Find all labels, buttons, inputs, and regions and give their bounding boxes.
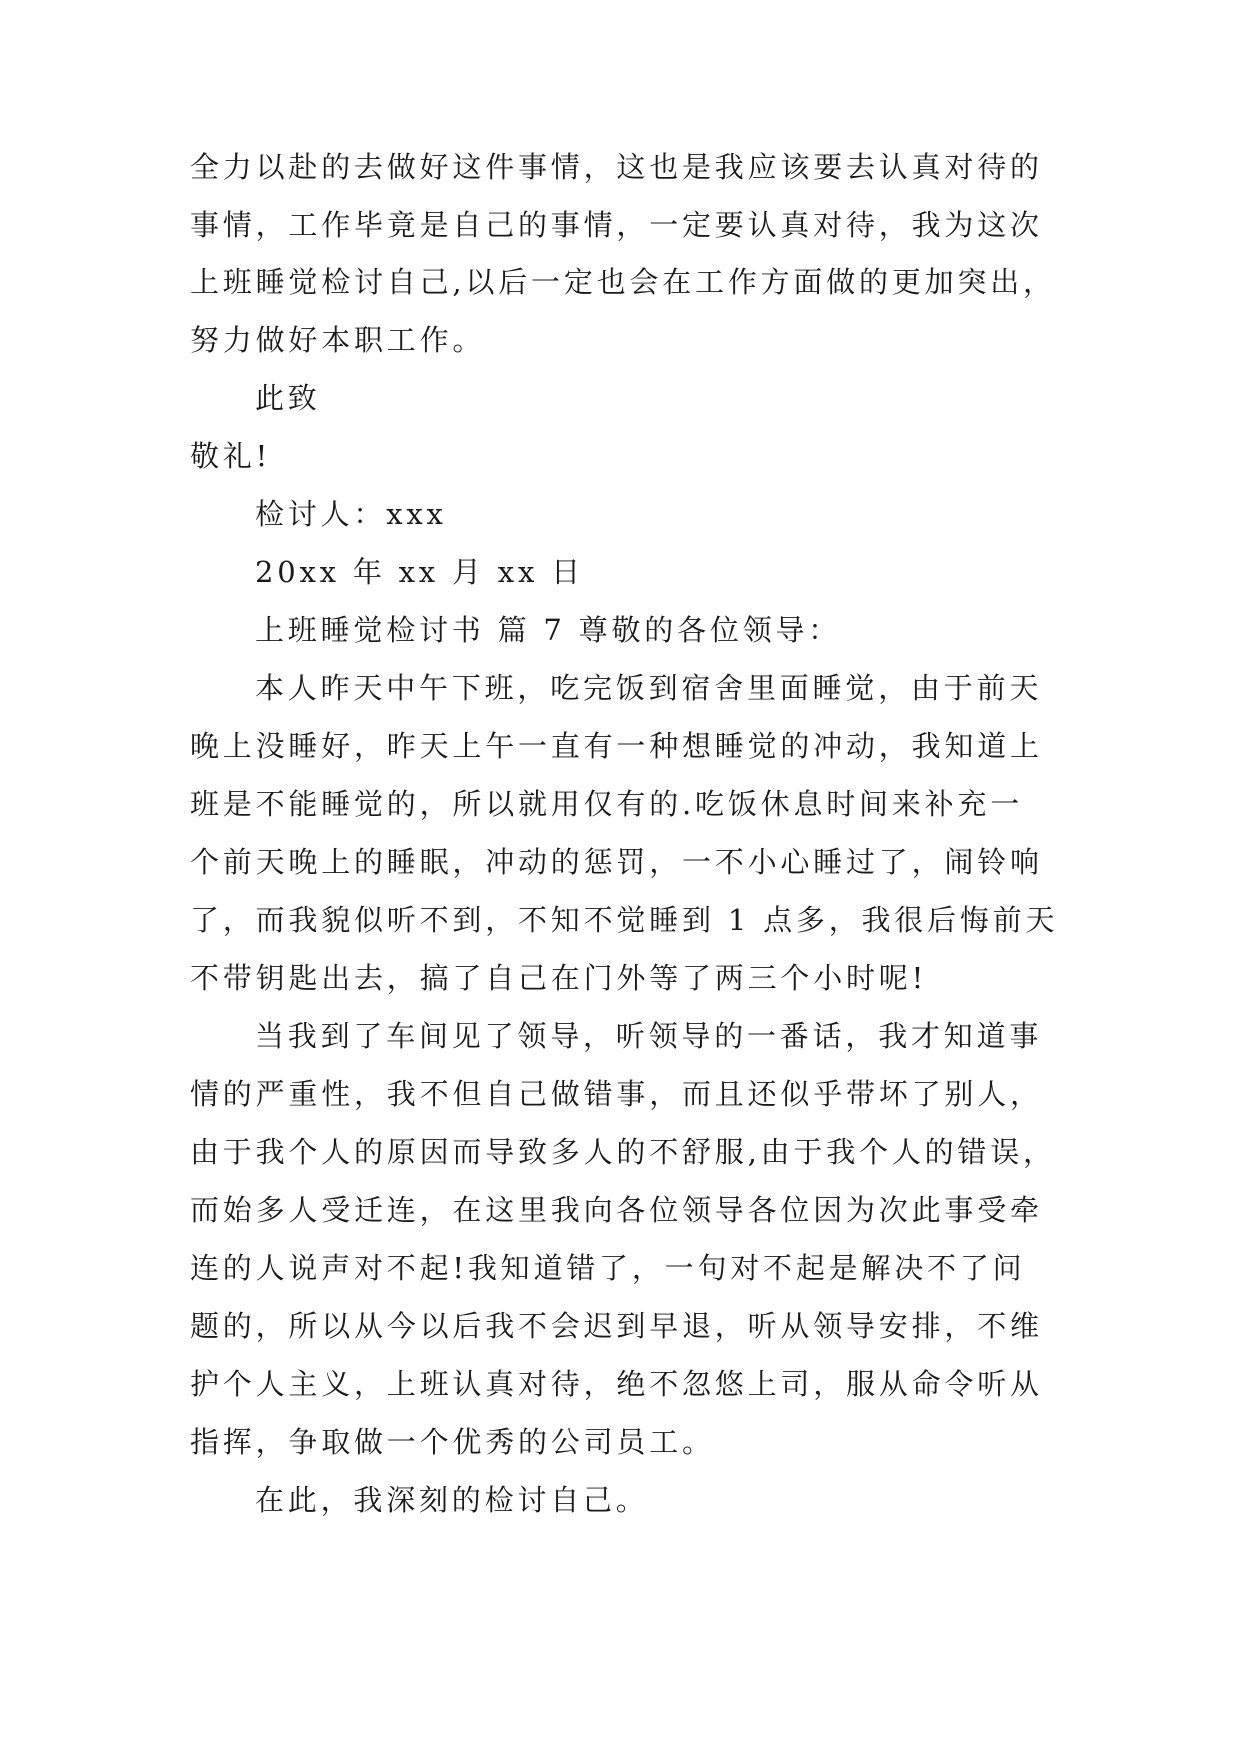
body-text-line: 全力以赴的去做好这件事情，这也是我应该要去认真对待的: [190, 150, 1043, 184]
date-line: 20xx 年 xx 月 xx 日: [255, 555, 584, 589]
body-text-line: 个前天晚上的睡眠，冲动的惩罚，一不小心睡过了，闹铃响: [190, 845, 1043, 879]
body-text-line: 连的人说声对不起!我知道错了，一句对不起是解决不了问: [190, 1251, 1026, 1285]
section-heading: 上班睡觉检讨书 篇 7 尊敬的各位领导：: [255, 613, 842, 647]
body-text-line: 上班睡觉检讨自己,以后一定也会在工作方面做的更加突出，: [190, 265, 1056, 299]
body-text-line: 努力做好本职工作。: [190, 323, 486, 357]
body-text-line: 班是不能睡觉的，所以就用仅有的.吃饭休息时间来补充一: [190, 787, 1024, 821]
body-text-line: 当我到了车间见了领导，听领导的一番话，我才知道事: [255, 1019, 1043, 1053]
body-text-line: 晚上没睡好，昨天上午一直有一种想睡觉的冲动，我知道上: [190, 729, 1043, 763]
body-text-line: 事情，工作毕竟是自己的事情，一定要认真对待，我为这次: [190, 208, 1043, 242]
body-text-line: 情的严重性，我不但自己做错事，而且还似乎带坏了别人，: [190, 1077, 1043, 1111]
body-text-line: 在此，我深刻的检讨自己。: [255, 1483, 649, 1517]
body-text-line: 不带钥匙出去，搞了自己在门外等了两三个小时呢!: [190, 961, 928, 995]
closing-regards: 敬礼!: [190, 439, 272, 473]
body-text-line: 指挥，争取做一个优秀的公司员工。: [190, 1425, 715, 1459]
closing-salutation: 此致: [255, 381, 321, 415]
body-text-line: 而始多人受迁连，在这里我向各位领导各位因为次此事受牵: [190, 1193, 1043, 1227]
body-text-line: 了，而我貌似听不到，不知不觉睡到 1 点多，我很后悔前天: [190, 903, 1059, 937]
body-text-line: 本人昨天中午下班，吃完饭到宿舍里面睡觉，由于前天: [255, 671, 1043, 705]
body-text-line: 题的，所以从今以后我不会迟到早退，听从领导安排，不维: [190, 1309, 1043, 1343]
body-text-line: 护个人主义，上班认真对待，绝不忽悠上司，服从命令听从: [190, 1367, 1043, 1401]
body-text-line: 由于我个人的原因而导致多人的不舒服,由于我个人的错误，: [190, 1135, 1056, 1169]
signature-line: 检讨人：xxx: [255, 497, 447, 531]
